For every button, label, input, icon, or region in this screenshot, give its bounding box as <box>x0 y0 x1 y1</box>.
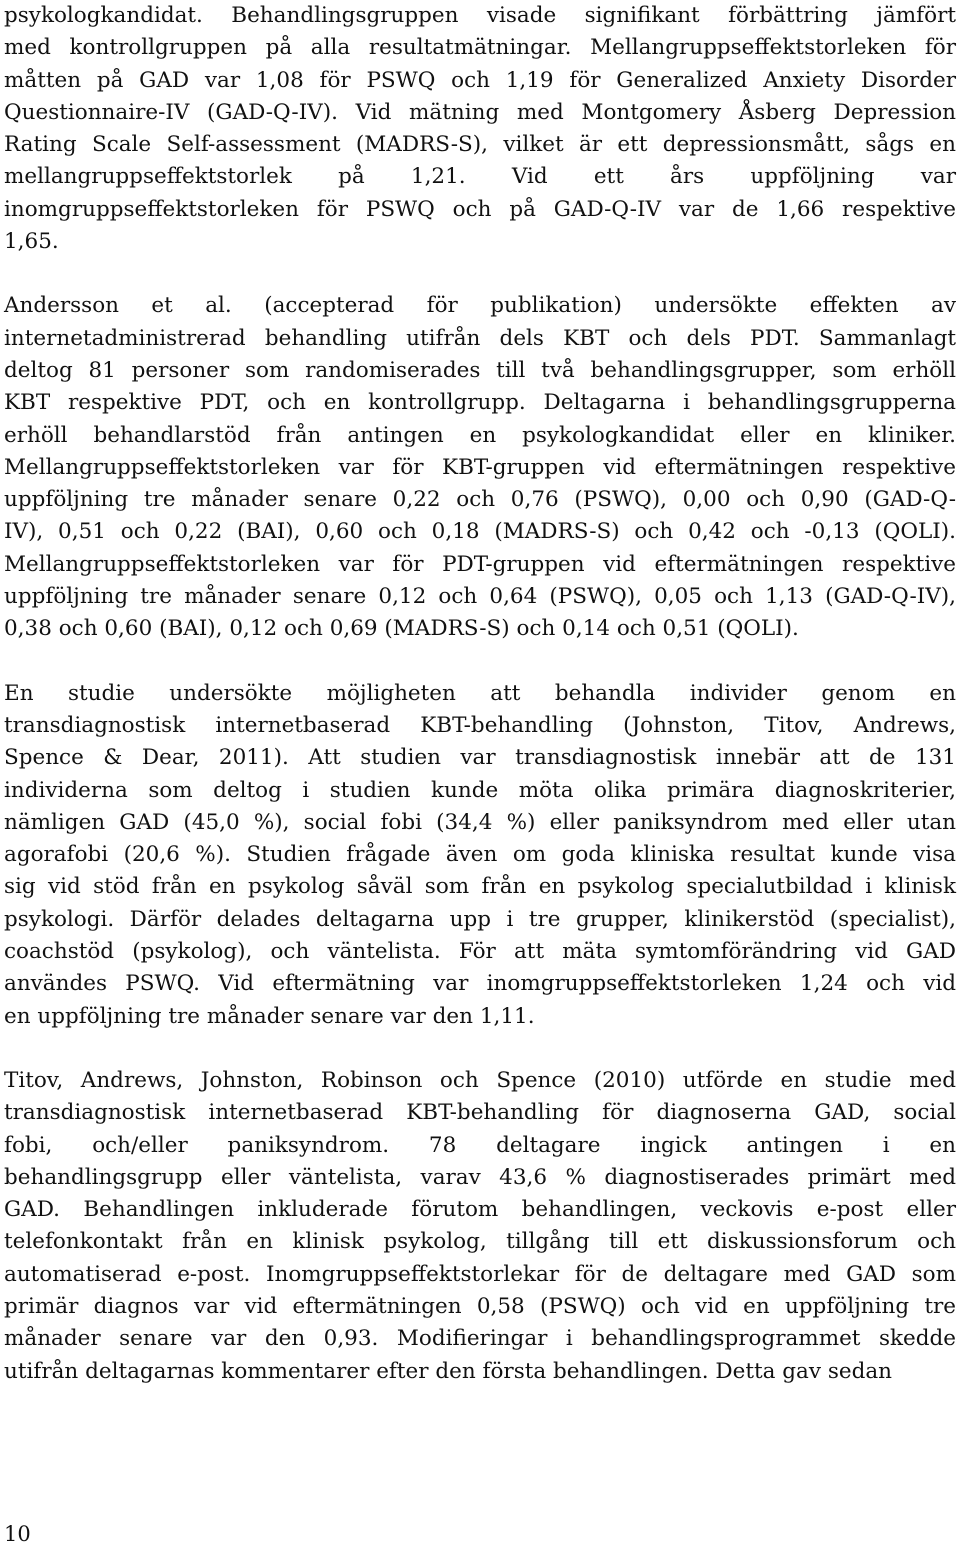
text-line: Mellangruppseffektstorleken var för PDT-gruppen vid eftermätningen respektive <box>4 551 956 577</box>
body-text <box>4 0 956 1388</box>
text-line: automatiserad e-post. Inomgruppseffektstorlekar för de deltagare med GAD som <box>4 1261 956 1287</box>
text-line: Rating Scale Self-assessment (MADRS-S), vilket är ett depressionsmått, sågs en <box>4 132 956 158</box>
page-number: 10 <box>4 1522 31 1546</box>
document-page <box>4 0 956 1388</box>
text-line: En studie undersökte möjligheten att behandla individer genom en <box>4 680 956 706</box>
text-line: agorafobi (20,6 %). Studien frågade även om goda kliniska resultat kunde visa <box>4 842 956 868</box>
text-line: psykologkandidat. Behandlingsgruppen visade signifikant förbättring jämfört <box>4 3 956 28</box>
paragraph-gap <box>4 1033 956 1065</box>
text-line: transdiagnostisk internetbaserad KBT-behandling (Johnston, Titov, Andrews, <box>4 712 956 738</box>
text-line: psykologi. Därför delades deltagarna upp i tre grupper, klinikerstöd (specialist), <box>4 906 956 932</box>
text-line: nämligen GAD (45,0 %), social fobi (34,4 %) eller paniksyndrom med eller utan <box>4 809 956 835</box>
text-line: Questionnaire-IV (GAD-Q-IV). Vid mätning med Montgomery Åsberg Depression <box>4 99 956 125</box>
text-line: med kontrollgruppen på alla resultatmätningar. Mellangruppseffektstorleken för <box>4 35 956 61</box>
paragraph <box>4 290 956 645</box>
paragraph-gap <box>4 646 956 678</box>
text-line: telefonkontakt från en klinisk psykolog, tillgång till ett diskussionsforum och <box>4 1229 956 1255</box>
text-line: fobi, och/eller paniksyndrom. 78 deltagare ingick antingen i en <box>4 1132 956 1158</box>
text-line: Mellangruppseffektstorleken var för KBT-gruppen vid eftermätningen respektive <box>4 454 956 480</box>
paragraph <box>4 678 956 1033</box>
text-line: coachstöd (psykolog), och väntelista. För att mäta symtomförändring vid GAD <box>4 939 956 965</box>
paragraph <box>4 0 956 258</box>
text-line: måtten på GAD var 1,08 för PSWQ och 1,19 för Generalized Anxiety Disorder <box>4 67 956 93</box>
text-line: uppföljning tre månader senare 0,22 och 0,76 (PSWQ), 0,00 och 0,90 (GAD-Q- <box>4 487 956 513</box>
text-line: en uppföljning tre månader senare var den 1,11. <box>4 1003 535 1029</box>
text-line: IV), 0,51 och 0,22 (BAI), 0,60 och 0,18 (MADRS-S) och 0,42 och -0,13 (QOLI). <box>4 519 956 545</box>
text-line: utifrån deltagarnas kommentarer efter den första behandlingen. Detta gav sedan <box>4 1358 893 1384</box>
text-line: inomgruppseffektstorleken för PSWQ och på GAD-Q-IV var de 1,66 respektive <box>4 196 956 222</box>
text-line: sig vid stöd från en psykolog såväl som från en psykolog specialutbildad i klinisk <box>4 874 956 900</box>
text-line: 1,65. <box>4 229 59 255</box>
text-line: deltog 81 personer som randomiserades till två behandlingsgrupper, som erhöll <box>4 357 956 383</box>
text-line: GAD. Behandlingen inkluderade förutom behandlingen, veckovis e-post eller <box>4 1197 956 1223</box>
text-line: KBT respektive PDT, och en kontrollgrupp. Deltagarna i behandlingsgrupperna <box>4 390 956 416</box>
paragraph-gap <box>4 258 956 290</box>
text-line: mellangruppseffektstorlek på 1,21. Vid ett års uppföljning var <box>4 164 956 190</box>
text-line: månader senare var den 0,93. Modifieringar i behandlingsprogrammet skedde <box>4 1326 956 1352</box>
text-line: transdiagnostisk internetbaserad KBT-behandling för diagnoserna GAD, social <box>4 1100 956 1126</box>
text-line: behandlingsgrupp eller väntelista, varav 43,6 % diagnostiserades primärt med <box>4 1164 956 1190</box>
text-line: Spence & Dear, 2011). Att studien var transdiagnostisk innebär att de 131 <box>4 745 956 771</box>
text-line: Andersson et al. (accepterad för publikation) undersökte effekten av <box>4 293 956 319</box>
text-line: 0,38 och 0,60 (BAI), 0,12 och 0,69 (MADRS-S) och 0,14 och 0,51 (QOLI). <box>4 616 799 642</box>
paragraph <box>4 1065 956 1388</box>
text-line: Titov, Andrews, Johnston, Robinson och Spence (2010) utförde en studie med <box>4 1067 956 1093</box>
text-line: primär diagnos var vid eftermätningen 0,58 (PSWQ) och vid en uppföljning tre <box>4 1293 956 1319</box>
text-line: användes PSWQ. Vid eftermätning var inomgruppseffektstorleken 1,24 och vid <box>4 971 956 997</box>
text-line: uppföljning tre månader senare 0,12 och 0,64 (PSWQ), 0,05 och 1,13 (GAD-Q-IV), <box>4 584 956 610</box>
text-line: individerna som deltog i studien kunde möta olika primära diagnoskriterier, <box>4 777 956 803</box>
text-line: erhöll behandlarstöd från antingen en psykologkandidat eller en kliniker. <box>4 422 956 448</box>
text-line: internetadministrerad behandling utifrån dels KBT och dels PDT. Sammanlagt <box>4 325 956 351</box>
